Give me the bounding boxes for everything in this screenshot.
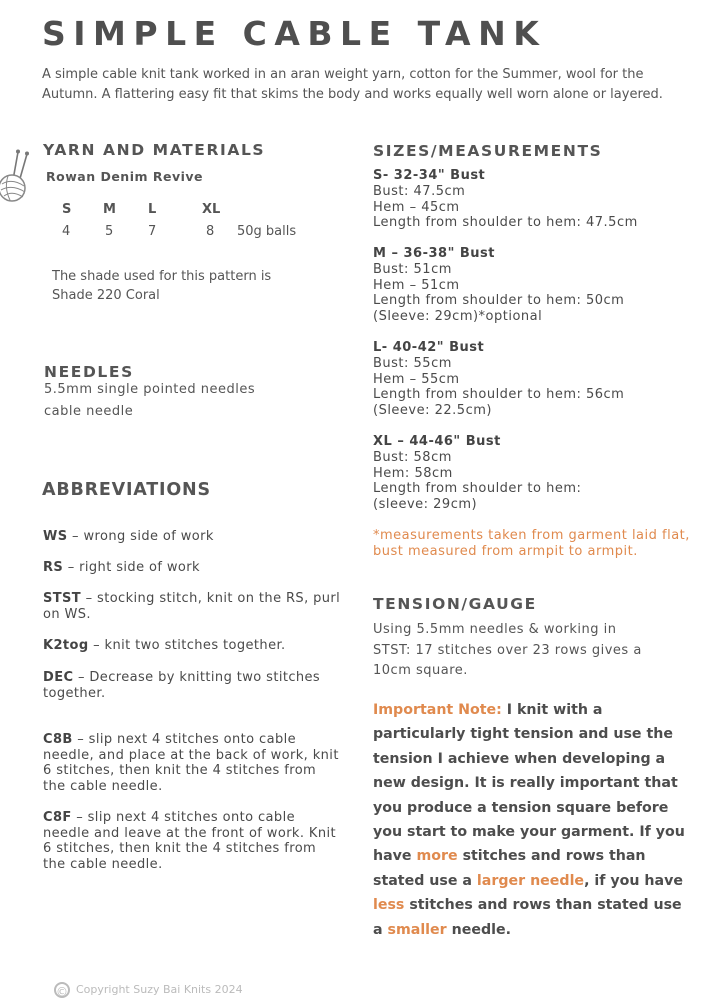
- note-text: stitches and rows than stated use a: [373, 897, 682, 938]
- abbr-desc: – stocking stitch, knit on the RS, purl on WS.: [43, 591, 341, 622]
- yarn-ball-with-needles-icon: [0, 148, 32, 204]
- note-text: , if you have: [584, 872, 683, 889]
- note-text: stitches and rows than stated use a: [373, 848, 646, 889]
- abbr-term: C8B: [43, 732, 73, 747]
- size-line: Bust: 47.5cm: [373, 183, 466, 199]
- yarn-col-m: M: [103, 202, 116, 217]
- copyright-footer: [54, 982, 243, 998]
- abbr-term: C8F: [43, 810, 72, 825]
- size-line: Hem – 45cm: [373, 199, 460, 215]
- intro-text: A simple cable knit tank worked in an aran weight yarn, cotton for the Summer, wool for the Autumn. A flattering easy fit that skims the body and works equally well worn alone or layered.: [42, 67, 663, 102]
- yarn-name: Rowan Denim Revive: [46, 169, 204, 184]
- size-line: Hem: 58cm: [373, 465, 453, 481]
- size-block-l: [373, 340, 703, 419]
- copyright-icon: ©: [54, 982, 70, 998]
- abbr-desc: – right side of work: [63, 560, 200, 575]
- abbr-desc: – Decrease by knitting two stitches together.: [43, 670, 321, 701]
- size-line: Length from shoulder to hem: 56cm: [373, 387, 625, 403]
- yarn-col-l: L: [148, 202, 157, 217]
- tension-line-3: 10cm square.: [373, 663, 468, 678]
- tension-line-2: STST: 17 stitches over 23 rows gives a: [373, 643, 642, 658]
- sizes-heading: SIZES/MEASUREMENTS: [373, 142, 603, 160]
- note-larger: larger needle: [476, 872, 585, 889]
- abbr-dec: [43, 670, 343, 701]
- abbr-rs: [43, 560, 343, 576]
- abbr-stst: [43, 591, 343, 622]
- yarn-val-l: 7: [148, 224, 157, 239]
- size-line: Hem – 55cm: [373, 371, 460, 387]
- yarn-unit: 50g balls: [237, 224, 297, 239]
- size-line: Bust: 55cm: [373, 355, 452, 371]
- yarn-val-xl: 8: [206, 224, 215, 239]
- note-text: I knit with a particularly tight tension and use the tension I achieve when developing a new design. It is really important that you produce a tension square before you start to make your garment. If you have: [373, 702, 685, 865]
- size-line: Length from shoulder to hem: 50cm: [373, 293, 625, 309]
- yarn-col-xl: XL: [202, 202, 221, 217]
- abbr-term: K2tog: [43, 638, 89, 653]
- abbr-desc: – slip next 4 stitches onto cable needle, and place at the back of work, knit 6 stitches, then knit the 4 stitches from the cable needle.: [43, 732, 339, 794]
- abbr-term: RS: [43, 560, 64, 575]
- abbr-desc: – wrong side of work: [67, 529, 214, 544]
- abbr-term: WS: [43, 529, 68, 544]
- size-head: L- 40-42" Bust: [373, 340, 485, 355]
- size-line: Hem – 51cm: [373, 277, 460, 293]
- copyright-text: Copyright Suzy Bai Knits 2024: [76, 983, 243, 996]
- size-head: XL – 44-46" Bust: [373, 434, 501, 449]
- note-less: less: [373, 897, 405, 914]
- yarn-val-m: 5: [105, 224, 114, 239]
- page-title: SIMPLE CABLE TANK: [42, 14, 547, 53]
- size-line: Length from shoulder to hem: 47.5cm: [373, 215, 638, 231]
- size-head: M – 36-38" Bust: [373, 246, 495, 261]
- abbr-k2tog: [43, 638, 343, 654]
- size-line: Length from shoulder to hem:: [373, 481, 582, 497]
- important-note: [373, 698, 693, 942]
- abbreviations-heading: ABBREVIATIONS: [42, 480, 211, 500]
- needles-line-2: cable needle: [44, 404, 134, 419]
- size-block-s: [373, 168, 703, 231]
- measurements-footnote: *measurements taken from garment laid flat, bust measured from armpit to armpit.: [373, 528, 690, 559]
- abbr-term: STST: [43, 591, 82, 606]
- yarn-val-s: 4: [62, 224, 71, 239]
- needles-line-1: 5.5mm single pointed needles: [44, 382, 256, 397]
- tension-line-1: Using 5.5mm needles & working in: [373, 622, 617, 637]
- shade-line-1: The shade used for this pattern is: [52, 269, 272, 284]
- tension-heading: TENSION/GAUGE: [373, 595, 537, 613]
- size-head: S- 32-34" Bust: [373, 168, 486, 183]
- yarn-heading: YARN AND MATERIALS: [43, 141, 266, 159]
- note-text: needle.: [446, 921, 511, 938]
- abbr-c8b: [43, 732, 343, 794]
- note-label: Important Note:: [373, 702, 502, 718]
- size-line: (Sleeve: 29cm)*optional: [373, 309, 543, 325]
- size-block-xl: [373, 434, 703, 513]
- size-block-m: [373, 246, 703, 325]
- yarn-col-s: S: [62, 202, 72, 217]
- abbr-desc: – slip next 4 stitches onto cable needle and leave at the front of work. Knit 6 stitches, then knit the 4 stitches from the cable needle.: [43, 810, 336, 872]
- size-line: (sleeve: 29cm): [373, 497, 478, 513]
- abbr-desc: – knit two stitches together.: [88, 638, 286, 653]
- needles-heading: NEEDLES: [44, 363, 134, 381]
- size-line: (Sleeve: 22.5cm): [373, 403, 492, 419]
- note-smaller: smaller: [387, 921, 447, 938]
- shade-line-2: Shade 220 Coral: [52, 288, 160, 303]
- note-more: more: [416, 848, 458, 865]
- abbr-term: DEC: [43, 670, 74, 685]
- abbr-c8f: [43, 810, 343, 872]
- size-line: Bust: 51cm: [373, 261, 452, 277]
- size-line: Bust: 58cm: [373, 449, 452, 465]
- abbr-ws: [43, 529, 343, 545]
